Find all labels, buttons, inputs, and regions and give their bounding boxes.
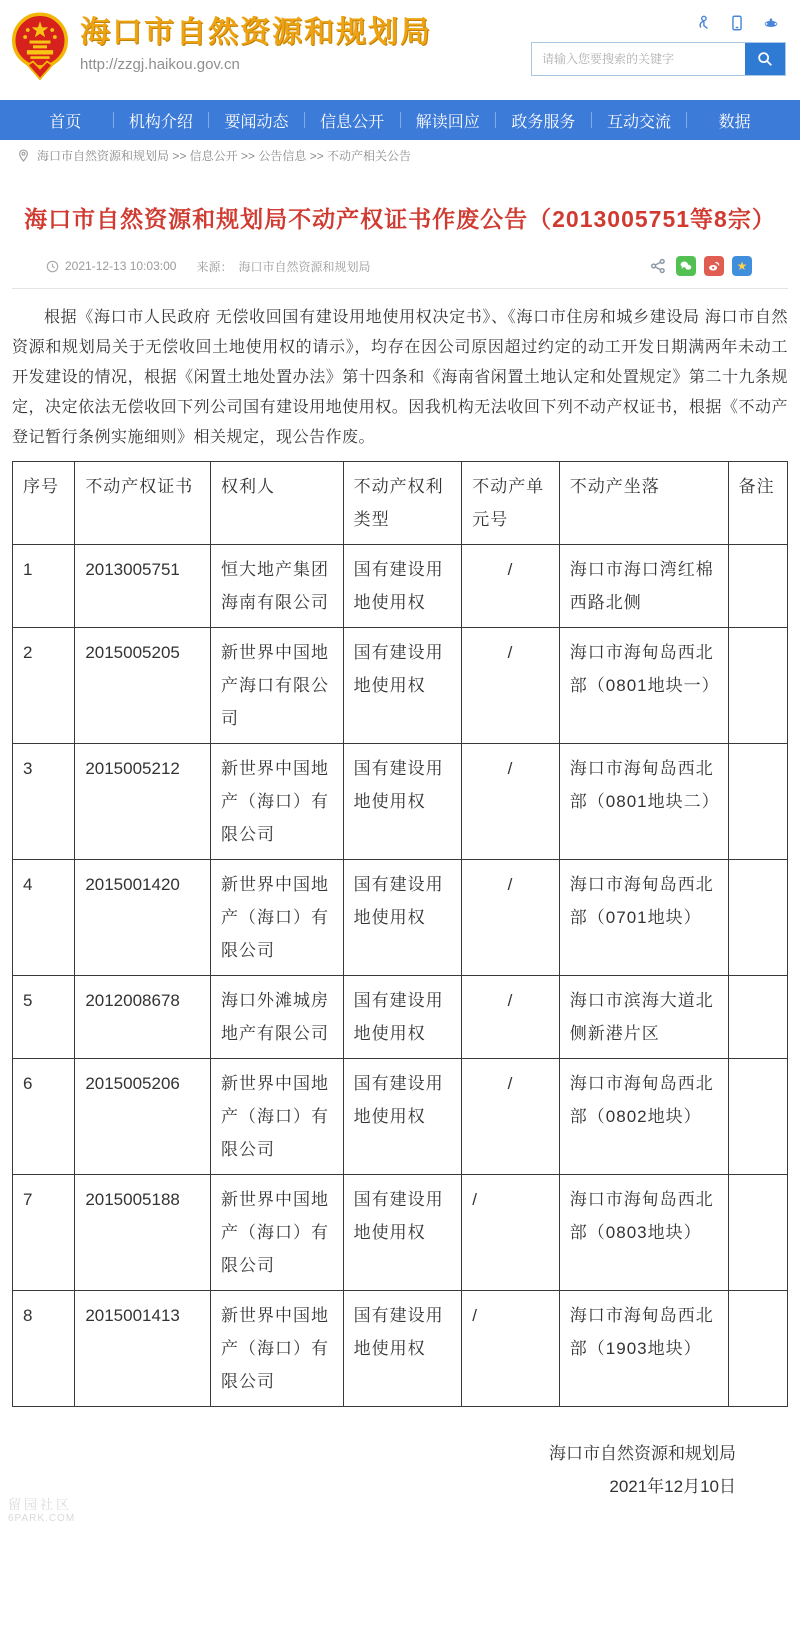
column-header: 不动产坐落 [559,462,728,545]
cell-holder: 新世界中国地产（海口）有限公司 [211,1059,344,1175]
share-icon[interactable] [648,256,668,276]
cell-no: 8 [13,1291,75,1407]
cell-note [728,1175,787,1291]
cell-holder: 新世界中国地产（海口）有限公司 [211,744,344,860]
share-icons [648,256,752,276]
article [0,204,800,1503]
cell-cert: 2012008678 [75,976,211,1059]
cell-type: 国有建设用地使用权 [343,860,462,976]
source-name: 海口市自然资源和规划局 [238,259,371,274]
certificates-table [12,461,788,1407]
cell-unit: / [462,1059,560,1175]
article-meta [12,256,788,276]
column-header: 不动产权证书 [75,462,211,545]
search-input[interactable] [532,43,745,75]
cell-note [728,628,787,744]
nav-item-interaction[interactable]: 互动交流 [607,113,672,131]
nav-item-info-disclosure[interactable]: 信息公开 [320,113,385,131]
signature-block [12,1437,788,1503]
table-row [13,744,788,860]
cell-unit: / [462,1291,560,1407]
cell-location: 海口市海甸岛西北部（0801地块一） [559,628,728,744]
cell-note [728,976,787,1059]
source-label: 来源： [196,259,233,274]
accessibility-icon[interactable] [694,14,712,32]
cell-note [728,1059,787,1175]
cell-type: 国有建设用地使用权 [343,545,462,628]
cell-location: 海口市海口湾红棉西路北侧 [559,545,728,628]
cell-cert: 2015001413 [75,1291,211,1407]
nav-item-about[interactable]: 机构介绍 [128,113,193,131]
cell-holder: 海口外滩城房地产有限公司 [211,976,344,1059]
cell-type: 国有建设用地使用权 [343,1059,462,1175]
divider [12,288,788,289]
nav-item-data[interactable]: 数据 [718,113,751,131]
breadcrumb [0,140,800,170]
main-nav [0,100,800,140]
breadcrumb-path[interactable]: 海口市自然资源和规划局 >> 信息公开 >> 公告信息 >> 不动产相关公告 [37,148,412,163]
location-pin-icon [18,149,29,162]
cell-location: 海口市海甸岛西北部（0802地块） [559,1059,728,1175]
cell-cert: 2015005206 [75,1059,211,1175]
cell-unit: / [462,1175,560,1291]
cell-type: 国有建设用地使用权 [343,628,462,744]
search-button[interactable] [745,43,785,75]
cell-note [728,860,787,976]
cell-note [728,1291,787,1407]
clock-icon [46,260,59,273]
cell-no: 6 [13,1059,75,1175]
cell-cert: 2013005751 [75,545,211,628]
search-box [531,42,786,76]
nav-item-news[interactable]: 要闻动态 [224,113,289,131]
cell-type: 国有建设用地使用权 [343,1291,462,1407]
table-row [13,628,788,744]
cell-no: 1 [13,545,75,628]
cell-holder: 新世界中国地产海口有限公司 [211,628,344,744]
header-right [531,10,786,100]
nav-item-gov-services[interactable]: 政务服务 [511,113,576,131]
column-header: 权利人 [211,462,344,545]
cell-location: 海口市海甸岛西北部（0803地块） [559,1175,728,1291]
watermark [8,1498,75,1526]
cell-note [728,744,787,860]
publish-date: 2021-12-13 10:03:00 [65,259,177,273]
cell-location: 海口市海甸岛西北部（0801地块二） [559,744,728,860]
cell-unit: / [462,744,560,860]
watermark-line1: 留园社区 [8,1497,73,1512]
cell-cert: 2015005188 [75,1175,211,1291]
cell-type: 国有建设用地使用权 [343,1175,462,1291]
watermark-line2: 6PARK.COM [8,1513,76,1524]
cell-no: 3 [13,744,75,860]
table-row [13,1291,788,1407]
national-emblem-logo [12,10,68,92]
table-header-row [13,462,788,545]
site-url[interactable]: http://zzgj.haikou.gov.cn [80,56,240,73]
table-row [13,1175,788,1291]
cell-type: 国有建设用地使用权 [343,744,462,860]
brand-text [80,10,432,73]
nav-item-home[interactable]: 首页 [49,113,82,131]
cell-holder: 新世界中国地产（海口）有限公司 [211,1291,344,1407]
cell-location: 海口市海甸岛西北部（1903地块） [559,1291,728,1407]
table-row [13,976,788,1059]
table-row [13,1059,788,1175]
meta-left [46,258,370,275]
top-icons [694,14,780,32]
column-header: 不动产权利类型 [343,462,462,545]
cell-location: 海口市海甸岛西北部（0701地块） [559,860,728,976]
column-header: 不动产单元号 [462,462,560,545]
nav-item-interpretation[interactable]: 解读回应 [415,113,480,131]
cell-type: 国有建设用地使用权 [343,976,462,1059]
cell-unit: / [462,976,560,1059]
wechat-share-icon[interactable] [676,256,696,276]
table-row [13,545,788,628]
cell-no: 2 [13,628,75,744]
cell-note [728,545,787,628]
weibo-share-icon[interactable] [704,256,724,276]
cell-unit: / [462,545,560,628]
table-row [13,860,788,976]
cell-cert: 2015005205 [75,628,211,744]
qzone-share-icon[interactable]: ★ [732,256,752,276]
article-title: 海口市自然资源和规划局不动产权证书作废公告（2013005751等8宗） [24,206,776,232]
cell-unit: / [462,860,560,976]
signature-date: 2021年12月10日 [609,1477,736,1496]
column-header: 序号 [13,462,75,545]
signature-org: 海口市自然资源和规划局 [549,1444,736,1463]
brand [12,10,432,100]
site-title: 海口市自然资源和规划局 [80,16,432,49]
cell-unit: / [462,628,560,744]
mobile-icon[interactable] [728,14,746,32]
client-app-icon[interactable] [762,14,780,32]
cell-holder: 新世界中国地产（海口）有限公司 [211,860,344,976]
cell-no: 7 [13,1175,75,1291]
cell-location: 海口市滨海大道北侧新港片区 [559,976,728,1059]
cell-cert: 2015005212 [75,744,211,860]
site-header [0,0,800,100]
cell-holder: 恒大地产集团海南有限公司 [211,545,344,628]
cell-holder: 新世界中国地产（海口）有限公司 [211,1175,344,1291]
column-header: 备注 [728,462,787,545]
cell-cert: 2015001420 [75,860,211,976]
article-body: 根据《海口市人民政府 无偿收回国有建设用地使用权决定书》、《海口市住房和城乡建设局 海口市自然资源和规划局关于无偿收回土地使用权的请示》，均存在因公司原因超过约定的动工开发日期满两年未动工开发建设的情况，根据《闲置土地处置办法》第十四条和《海南省闲置土地认定和处置规定》第二十九条规定，决定依法无偿收回下列公司国有建设用地使用权。因我机构无法收回下列不动产权证书，根据《不动产登记暂行条例实施细则》相关规定，现公告作废。 [12,309,788,446]
cell-no: 4 [13,860,75,976]
cell-no: 5 [13,976,75,1059]
